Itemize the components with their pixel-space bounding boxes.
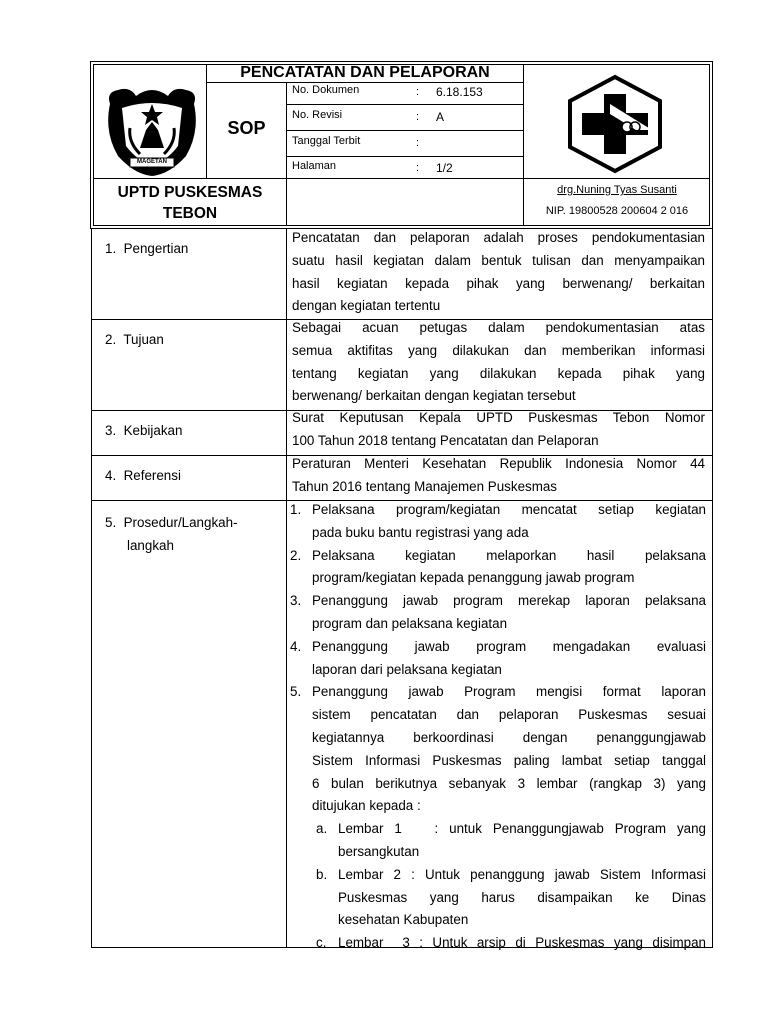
text-line: berwenang/ berkaitan dengan kegiatan tersebut: [292, 388, 576, 404]
subitem-letter: b.: [316, 866, 328, 882]
signatory-nip: NIP. 19800528 200604 2 016: [545, 205, 689, 217]
item-number: 1.: [290, 502, 302, 517]
text-line: Lembar 3 : Untuk arsip di Puskesmas yang disimpan: [338, 935, 706, 951]
field-sep: :: [416, 162, 420, 174]
field-label-no-revisi: No. Revisi: [292, 109, 343, 121]
text-line: Lembar 1 : untuk Penanggungjawab Program yang: [338, 821, 706, 837]
item-number: 5.: [290, 684, 302, 700]
text-line: Pelaksana program/kegiatan mencatat setiap kegiatan: [312, 502, 706, 517]
text-line: 100 Tahun 2018 tentang Pencatatan dan Pelaporan: [292, 432, 599, 448]
text-line: Sebagai acuan petugas dalam pendokumentasian atas: [292, 320, 705, 335]
section-label-prosedur: [105, 512, 238, 558]
text-line: Sistem Informasi Puskesmas paling lambat setiap tanggal: [312, 752, 706, 768]
subitem-letter: c.: [316, 935, 327, 951]
table-column-divider: [286, 229, 287, 948]
procedure-list: [288, 499, 706, 955]
section-body-referensi: [292, 453, 705, 499]
section-body-tujuan: [292, 317, 705, 408]
section-body-kebijakan: [292, 407, 705, 453]
field-sep: :: [416, 111, 420, 123]
text-line: hasil kegiatan kepada pihak yang berwenang/ berkaitan: [292, 275, 705, 291]
text-line: suatu hasil kegiatan dalam bentuk tulisan dan menyampaikan: [292, 252, 705, 268]
field-label-no-dokumen: No. Dokumen: [292, 84, 360, 96]
text-line: Puskesmas yang harus disampaikan ke Dinas: [338, 889, 706, 905]
institution-line1: UPTD PUSKESMAS: [117, 184, 263, 201]
field-sep: :: [416, 137, 420, 149]
table-border-right: [712, 229, 713, 948]
regency-emblem: [100, 82, 204, 178]
divider: [93, 178, 710, 179]
text-line: Penanggung jawab Program mengisi format laporan: [312, 684, 706, 700]
text-line: bersangkutan: [338, 843, 420, 859]
text-line: 6 bulan berikutnya sebanyak 3 lembar (rangkap 3) yang: [312, 775, 706, 791]
text-line: Pencatatan dan pelaporan adalah proses pendokumentasian: [292, 230, 705, 245]
item-number: 2.: [290, 547, 302, 563]
text-line: Pelaksana kegiatan melaporkan hasil pelaksana: [312, 547, 706, 563]
text-line: Penanggung jawab program mengadakan evaluasi: [312, 638, 706, 654]
text-line: laporan dari pelaksana kegiatan: [312, 661, 502, 677]
sop-label: SOP: [227, 118, 266, 138]
section-body-pengertian: [292, 227, 705, 318]
divider: [523, 64, 524, 226]
section-label-tujuan: 2. Tujuan: [105, 332, 164, 347]
field-value-halaman: 1/2: [436, 161, 453, 175]
table-border-left: [91, 229, 92, 948]
text-line: tentang kegiatan yang dilakukan kepada pihak yang: [292, 365, 705, 381]
procedure-item: [288, 590, 706, 636]
document-title: PENCATATAN DAN PELAPORAN: [240, 64, 490, 81]
divider: [286, 104, 524, 105]
field-label-tanggal-terbit: Tanggal Terbit: [292, 135, 361, 147]
field-value-no-dokumen: 6.18.153: [436, 85, 483, 99]
item-number: 3.: [290, 593, 302, 609]
puskesmas-logo: [566, 74, 664, 174]
text-line: Lembar 2 : Untuk penanggung jawab Sistem Informasi: [338, 866, 706, 882]
procedure-item: [288, 545, 706, 591]
institution-name: [94, 182, 286, 224]
institution-line2: TEBON: [162, 205, 218, 222]
divider: [206, 82, 524, 83]
text-line: Tahun 2016 tentang Manajemen Puskesmas: [292, 478, 558, 494]
section-label-line: 5. Prosedur/Langkah-: [105, 515, 238, 530]
text-line: semua aktifitas yang dilakukan dan memberikan informasi: [292, 342, 705, 358]
procedure-item: [288, 636, 706, 682]
text-line: kegiatannya berkoordinasi dengan penanggungjawab: [312, 729, 706, 745]
text-line: program dan pelaksana kegiatan: [312, 615, 508, 631]
divider: [286, 156, 524, 157]
divider: [286, 130, 524, 131]
procedure-subitem: [288, 818, 706, 864]
text-line: Peraturan Menteri Kesehatan Republik Indonesia Nomor 44: [292, 456, 705, 471]
procedure-item: [288, 499, 706, 545]
section-label-kebijakan: 3. Kebijakan: [105, 423, 183, 438]
text-line: ditujukan kepada :: [312, 798, 421, 814]
section-label-line: langkah: [127, 537, 174, 553]
text-line: sistem pencatatan dan pelaporan Puskesmas sesuai: [312, 707, 706, 723]
procedure-subitem: [288, 932, 706, 955]
text-line: kesehatan Kabupaten: [338, 912, 469, 928]
text-line: dengan kegiatan tertentu: [292, 298, 441, 314]
text-line: pada buku bantu registrasi yang ada: [312, 524, 529, 540]
emblem-caption: MAGETAN: [137, 159, 167, 165]
signatory-name: drg.Nuning Tyas Susanti: [557, 184, 677, 196]
item-number: 4.: [290, 638, 302, 654]
field-sep: :: [416, 86, 420, 98]
section-label-referensi: 4. Referensi: [105, 468, 181, 483]
text-line: Surat Keputusan Kepala UPTD Puskesmas Tebon Nomor: [292, 410, 705, 425]
field-label-halaman: Halaman: [292, 160, 337, 172]
section-label-pengertian: 1. Pengertian: [105, 241, 189, 256]
text-line: program/kegiatan kepada penanggung jawab program: [312, 570, 635, 586]
procedure-item: [288, 681, 706, 818]
procedure-subitem: [288, 864, 706, 932]
field-value-no-revisi: A: [436, 110, 445, 124]
subitem-letter: a.: [316, 821, 328, 837]
text-line: Penanggung jawab program merekap laporan pelaksana: [312, 593, 706, 609]
